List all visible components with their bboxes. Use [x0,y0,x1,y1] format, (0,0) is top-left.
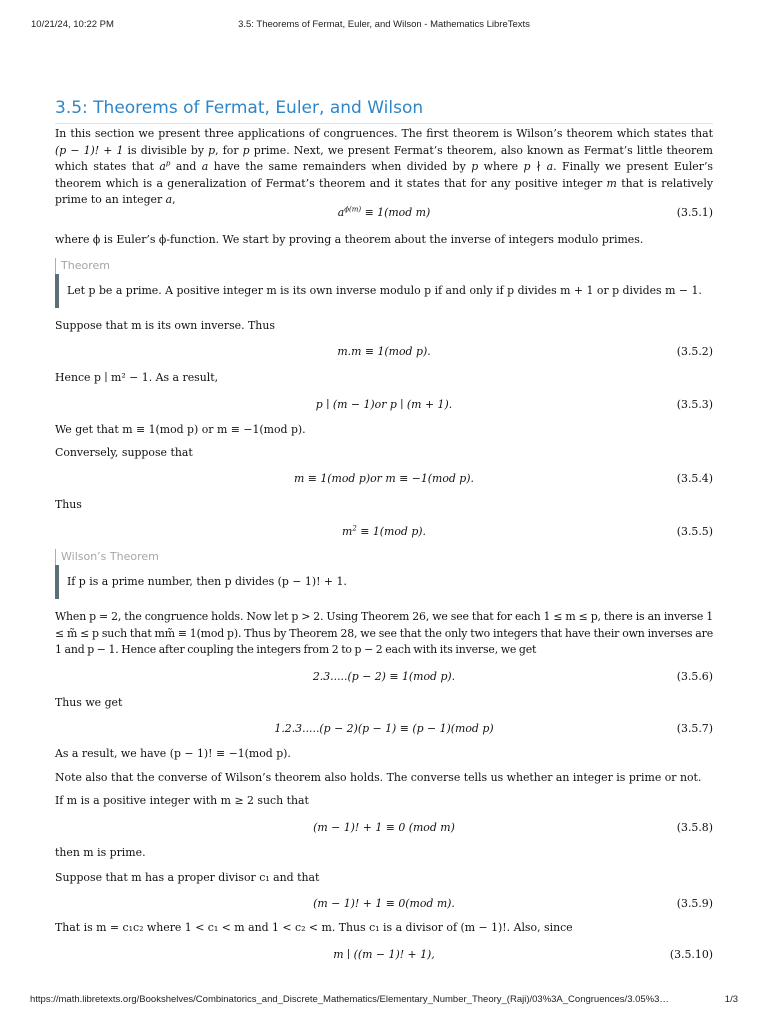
equation-number: (3.5.5) [676,525,713,538]
equation-3-5-3 [55,396,713,414]
intro-math-p-not-divides-a: p ∤ a [523,160,554,173]
intro-text: prime. Next, we present Fermat’s theorem, also known as Fermat’s little theorem which [55,143,713,173]
intro-sentence-1: In this section we present three applications of congruences. The first theorem is Wilson’s theorem which states that [55,127,713,140]
equation-number: (3.5.4) [676,472,713,485]
wilson-proof-line-1: When p = 2, the congruence holds. Now let p > 2. Using Theorem 26, we see that for each 1 ≤ m ≤ p, there is an inverse [55,610,704,623]
title-divider [55,123,713,124]
intro-text: and [170,160,202,173]
suppose-divisor-text: Suppose that m has a proper divisor c₁ and that [55,871,320,884]
print-header [0,19,768,33]
intro-text: where [478,160,524,173]
math-base: a [337,206,345,219]
if-m-text: If m is a positive integer with m ≥ 2 such that [55,794,309,807]
equation-expression: (m − 1)! + 1 ≡ 0(mod m). [313,897,455,910]
then-m-prime-text: then m is prime. [55,846,146,859]
equation-3-5-2 [55,343,713,361]
math-exponent: p [165,159,171,168]
theorem-box-title: Theorem [55,258,110,274]
intro-math-p: p [208,143,216,157]
equation-3-5-1 [55,204,713,222]
thus-we-get-text: Thus we get [55,696,123,709]
print-doc-title: 3.5: Theorems of Fermat, Euler, and Wilson - Mathematics LibreTexts [238,19,530,30]
print-url: https://math.libretexts.org/Bookshelves/Combinatorics_and_Discrete_Mathematics/Elementary_Number_Theory_(Raji)/03%3A_Congruences/3.05%3… [30,994,669,1005]
equation-3-5-8 [55,819,713,837]
intro-math-m: m [606,176,617,190]
page-title: 3.5: Theorems of Fermat, Euler, and Wilson [55,98,424,118]
theorem-statement: Let p be a prime. A positive integer m is its own inverse modulo p if and only if p divides m + 1 or p divides m − 1. [67,284,702,297]
print-footer [0,994,768,1008]
math-rest: ≡ 1(mod p). [356,525,427,538]
equation-expression: 1.2.3.....(p − 2)(p − 1) ≡ (p − 1)(mod p) [274,722,494,735]
wilson-proof-line-2: 1 ≤ m̃ ≤ p such that mm̃ ≡ 1(mod p). Thus by Theorem 28, we see that the only two integers that have their own inverses [55,610,713,640]
math-base: m [341,525,353,538]
equation-3-5-9 [55,895,713,913]
wilson-theorem-title: Wilson’s Theorem [55,549,159,565]
equation-number: (3.5.1) [676,206,713,219]
intro-math-a: a [201,160,209,173]
intro-math-a: a [165,193,173,206]
equation-3-5-10 [55,946,713,964]
math-exponent: 2 [352,524,357,533]
print-datetime: 10/21/24, 10:22 PM [31,19,114,30]
equation-expression: m ∣ ((m − 1)! + 1), [333,948,435,961]
math-rest: ≡ 1(mod m) [361,206,431,219]
equation-3-5-6 [55,668,713,686]
wilson-theorem-body [55,565,709,599]
equation-3-5-5 [55,523,713,541]
print-page-number: 1/3 [724,994,738,1005]
intro-text: states that [93,160,160,173]
equation-number: (3.5.9) [676,897,713,910]
intro-text: a generalization of Fermat’s theorem and it states that for any positive integer [156,176,607,190]
hence-text: Hence p ∣ m² − 1. As a result, [55,371,219,384]
intro-text: , for [215,143,243,157]
equation-number: (3.5.3) [676,398,713,411]
intro-text: . Finally we present Euler’s theorem which is [55,160,713,190]
equation-expression [55,204,713,222]
suppose-inverse-text: Suppose that m is its own inverse. Thus [55,319,275,332]
intro-text: that is relatively prime to an integer [55,176,713,206]
intro-wilson-expression: (p − 1)! + 1 [55,143,124,157]
intro-math-ap [159,160,170,173]
intro-text: is divisible by [123,143,209,157]
wilson-proof-line-3: are 1 and p − 1. Hence after coupling the integers from 2 to p − 2 each with its inverse, we get [55,626,713,656]
equation-number: (3.5.10) [669,948,713,961]
thus-text: Thus [55,498,82,511]
equation-number: (3.5.8) [676,821,713,834]
equation-expression: (m − 1)! + 1 ≡ 0 (mod m) [313,821,455,834]
equation-expression: p ∣ (m − 1)or p ∣ (m + 1). [315,398,453,411]
equation-3-5-7 [55,720,713,738]
intro-math-p: p [242,143,250,157]
equation-expression: m.m ≡ 1(mod p). [337,345,431,358]
equation-expression: 2.3.....(p − 2) ≡ 1(mod p). [312,670,456,683]
conversely-text: Conversely, suppose that [55,446,193,459]
intro-math-p: p [471,160,479,173]
intro-text: have the same remainders when divided by [208,160,472,173]
math-exponent: ϕ(m) [344,205,362,214]
that-is-text: That is m = c₁c₂ where 1 < c₁ < m and 1 < c₂ < m. Thus c₁ is a divisor of (m − 1)!. Also, since [55,921,573,934]
equation-expression [55,523,713,541]
as-result-text: As a result, we have (p − 1)! ≡ −1(mod p). [55,747,291,760]
math-base: a [159,160,166,173]
where-phi-text: where ϕ is Euler’s ϕ-function. We start by proving a theorem about the inverse of integers modulo primes. [55,233,644,246]
wilson-proof-paragraph [55,609,713,659]
note-converse-text: Note also that the converse of Wilson’s theorem also holds. The converse tells us whether an integer is prime or not. [55,771,702,784]
wilson-theorem-statement: If p is a prime number, then p divides (p − 1)! + 1. [67,575,347,588]
we-get-text: We get that m ≡ 1(mod p) or m ≡ −1(mod p). [55,423,306,436]
equation-number: (3.5.2) [676,345,713,358]
intro-text: , [172,193,176,206]
equation-number: (3.5.6) [676,670,713,683]
equation-expression: m ≡ 1(mod p)or m ≡ −1(mod p). [294,472,474,485]
intro-paragraph [55,126,713,209]
equation-3-5-4 [55,470,713,488]
equation-number: (3.5.7) [676,722,713,735]
theorem-box-body [55,274,709,308]
